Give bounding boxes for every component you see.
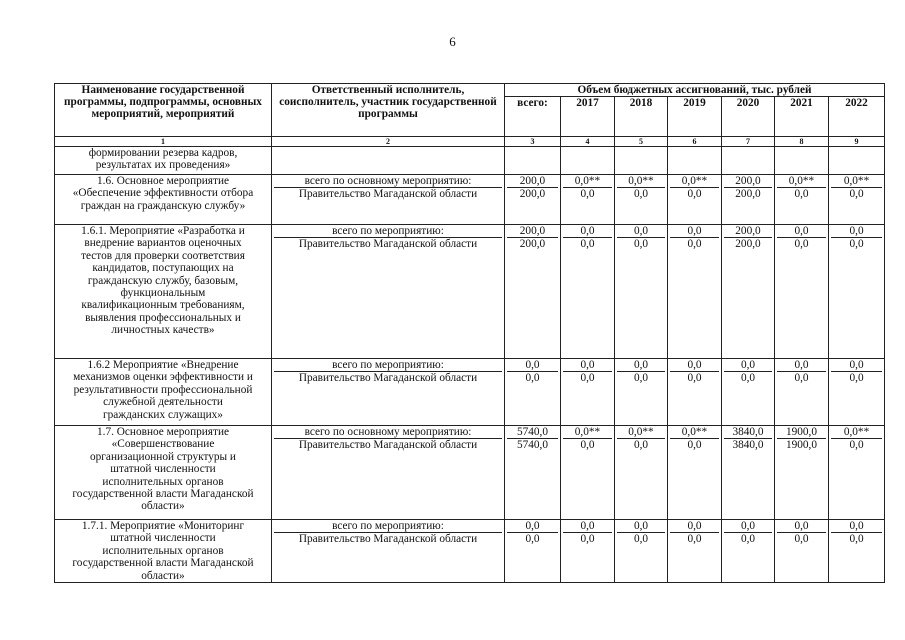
- value-executor: 0,0: [633, 188, 649, 201]
- column-numbers-row: [55, 137, 885, 147]
- header-year-0: всего:: [505, 97, 561, 137]
- value-cell-1: [561, 426, 615, 520]
- row-name-line: «Совершенствование: [111, 438, 215, 451]
- row-name-line: тестов для проверки соответствия: [81, 249, 245, 262]
- row-name-line: организационной структуры и: [90, 450, 236, 463]
- value-cell-0: [505, 520, 561, 583]
- value-total: 0,0**: [777, 175, 826, 188]
- page-number: 6: [449, 34, 456, 49]
- value-cell-0: [505, 359, 561, 426]
- value-executor: 0,0: [740, 372, 756, 385]
- value-total: 0,0**: [670, 175, 719, 188]
- row-name-line: внедрение вариантов оценочных: [84, 237, 242, 250]
- table-row: [55, 147, 885, 175]
- value-total: 0,0**: [563, 175, 612, 188]
- value-cell-3: [668, 147, 722, 175]
- header-year-3: 2019: [668, 97, 722, 137]
- value-cell-5: [775, 225, 829, 359]
- value-cell-1: [561, 147, 615, 175]
- row-name-line: личностных качеств»: [111, 324, 215, 337]
- value-cell-4: [722, 225, 775, 359]
- value-cell-1: [561, 175, 615, 225]
- value-executor: 200,0: [735, 188, 761, 201]
- row-name-line: функциональным: [120, 287, 206, 300]
- value-executor: 0,0: [525, 372, 540, 385]
- executor-total-label: всего по мероприятию:: [274, 225, 502, 238]
- column-number-1: 1: [55, 137, 272, 147]
- row-name-line: выявления профессиональных и: [85, 311, 241, 324]
- row-executor: [272, 359, 505, 426]
- value-cell-3: [668, 225, 722, 359]
- value-cell-4: [722, 359, 775, 426]
- value-cell-5: [775, 359, 829, 426]
- value-total: 0,0: [777, 359, 826, 372]
- value-total: 0,0**: [563, 426, 612, 439]
- value-cell-6: [829, 147, 885, 175]
- value-executor: 1900,0: [785, 439, 818, 452]
- value-executor: 0,0: [633, 372, 649, 385]
- row-name-line: штатной численности: [110, 463, 216, 476]
- value-cell-4: [722, 147, 775, 175]
- column-number-3: 3: [505, 137, 561, 147]
- value-cell-2: [615, 147, 668, 175]
- table-row: [55, 225, 885, 359]
- value-total: 0,0: [507, 520, 558, 533]
- row-name-line: формировании резерва кадров,: [88, 147, 238, 159]
- value-executor: 0,0: [580, 238, 595, 251]
- value-total: 3840,0: [724, 426, 772, 439]
- value-executor: 200,0: [519, 188, 546, 201]
- value-total: 0,0: [617, 520, 665, 533]
- value-executor: 0,0: [794, 188, 809, 201]
- row-executor: [272, 147, 505, 175]
- value-cell-0: [505, 175, 561, 225]
- row-name-line: граждан на гражданскую службу»: [80, 199, 246, 212]
- value-cell-5: [775, 520, 829, 583]
- header-year-4: 2020: [722, 97, 775, 137]
- row-name-line: 1.7.1. Мероприятие «Мониторинг: [81, 520, 245, 532]
- row-name-line: результатах их проведения»: [95, 159, 231, 172]
- value-cell-0: [505, 147, 561, 175]
- row-name-line: механизмов оценки эффективности и: [73, 371, 253, 384]
- value-cell-6: [829, 225, 885, 359]
- column-number-6: 6: [668, 137, 722, 147]
- value-total: 0,0: [831, 520, 882, 533]
- row-name-line: области»: [141, 500, 185, 513]
- row-executor: [272, 225, 505, 359]
- value-executor: 0,0: [580, 439, 595, 452]
- value-total: 0,0: [724, 520, 772, 533]
- row-name: [55, 175, 272, 225]
- value-cell-1: [561, 225, 615, 359]
- value-total: 5740,0: [507, 426, 558, 439]
- value-cell-6: [829, 520, 885, 583]
- header-budget: Объем бюджетных ассигнований, тыс. рублей: [505, 84, 885, 97]
- value-executor: 0,0: [687, 372, 702, 385]
- row-executor: [272, 175, 505, 225]
- row-name: [55, 520, 272, 583]
- value-total: 0,0**: [831, 175, 882, 188]
- row-name-line: результативности профессиональной: [73, 383, 253, 396]
- value-executor: 0,0: [849, 372, 864, 385]
- value-total: 0,0: [831, 359, 882, 372]
- value-total: 0,0**: [617, 426, 665, 439]
- row-name: [55, 225, 272, 359]
- value-executor: 0,0: [633, 533, 649, 546]
- value-cell-6: [829, 426, 885, 520]
- value-cell-0: [505, 225, 561, 359]
- executor-name: Правительство Магаданской области: [298, 188, 478, 201]
- row-name-line: 1.6. Основное мероприятие: [96, 175, 230, 187]
- column-number-7: 7: [722, 137, 775, 147]
- value-executor: 0,0: [687, 238, 702, 251]
- value-cell-4: [722, 175, 775, 225]
- value-total: 0,0: [563, 520, 612, 533]
- table-row: [55, 520, 885, 583]
- value-total: 0,0**: [831, 426, 882, 439]
- header-executor: Ответственный исполнитель, соисполнитель, участник государственной программы: [272, 84, 505, 137]
- value-total: 0,0: [617, 359, 665, 372]
- header-year-1: 2017: [561, 97, 615, 137]
- column-number-2: 2: [272, 137, 505, 147]
- column-number-5: 5: [615, 137, 668, 147]
- executor-total-label: всего по мероприятию:: [274, 359, 502, 372]
- value-cell-5: [775, 175, 829, 225]
- row-name-line: штатной численности: [110, 532, 216, 545]
- row-name-line: исполнительных органов: [102, 475, 224, 488]
- column-number-8: 8: [775, 137, 829, 147]
- value-total: 0,0: [617, 225, 665, 238]
- table-row: [55, 359, 885, 426]
- value-cell-6: [829, 175, 885, 225]
- value-executor: 0,0: [794, 238, 809, 251]
- row-name: [55, 359, 272, 426]
- executor-total-label: всего по мероприятию:: [274, 520, 502, 533]
- value-executor: 0,0: [687, 188, 702, 201]
- executor-total-label: всего по основному мероприятию:: [274, 426, 502, 439]
- value-executor: 0,0: [794, 372, 809, 385]
- value-executor: 0,0: [580, 533, 595, 546]
- value-cell-2: [615, 225, 668, 359]
- executor-total-label: всего по основному мероприятию:: [274, 175, 502, 188]
- value-total: 200,0: [724, 225, 772, 238]
- value-total: 200,0: [724, 175, 772, 188]
- value-executor: 200,0: [519, 238, 546, 251]
- value-executor: 0,0: [687, 533, 702, 546]
- value-cell-4: [722, 426, 775, 520]
- value-executor: 3840,0: [732, 439, 764, 452]
- header-year-5: 2021: [775, 97, 829, 137]
- value-cell-5: [775, 426, 829, 520]
- value-total: 0,0: [563, 359, 612, 372]
- value-executor: 0,0: [849, 188, 864, 201]
- table-row: [55, 426, 885, 520]
- value-total: 0,0: [777, 520, 826, 533]
- row-name-line: квалификационным требованиям,: [81, 299, 245, 312]
- value-cell-2: [615, 359, 668, 426]
- value-executor: 0,0: [849, 439, 864, 452]
- value-executor: 200,0: [735, 238, 761, 251]
- row-name-line: 1.6.1. Мероприятие «Разработка и: [81, 225, 245, 237]
- column-number-9: 9: [829, 137, 885, 147]
- row-name: [55, 426, 272, 520]
- value-total: 200,0: [507, 225, 558, 238]
- value-total: 0,0: [670, 359, 719, 372]
- value-executor: 0,0: [740, 533, 756, 546]
- row-executor: [272, 520, 505, 583]
- table-row: [55, 175, 885, 225]
- value-cell-3: [668, 520, 722, 583]
- value-cell-4: [722, 520, 775, 583]
- value-cell-6: [829, 359, 885, 426]
- row-name-line: исполнительных органов: [102, 544, 224, 557]
- value-total: 1900,0: [777, 426, 826, 439]
- row-name-line: 1.7. Основное мероприятие: [96, 426, 230, 438]
- row-name-line: области»: [141, 569, 185, 582]
- value-cell-1: [561, 359, 615, 426]
- row-name-line: государственной власти Магаданской: [72, 488, 254, 501]
- value-executor: 0,0: [794, 533, 809, 546]
- value-executor: 0,0: [525, 533, 540, 546]
- value-total: 0,0: [724, 359, 772, 372]
- header-name: Наименование государственной программы, подпрограммы, основных мероприятий, мероприятий: [55, 84, 272, 137]
- value-executor: 0,0: [849, 238, 864, 251]
- value-total: 200,0: [507, 175, 558, 188]
- value-total: 0,0: [831, 225, 882, 238]
- value-total: 0,0: [563, 225, 612, 238]
- value-executor: 0,0: [580, 372, 595, 385]
- row-name-line: служебной деятельности: [103, 396, 223, 409]
- table-body: [55, 147, 885, 583]
- row-name-line: гражданских служащих»: [103, 408, 223, 421]
- value-cell-5: [775, 147, 829, 175]
- row-name-line: гражданскую службу, базовым,: [87, 274, 239, 287]
- row-name-line: кандидатов, поступающих на: [92, 262, 234, 275]
- value-executor: 0,0: [633, 439, 649, 452]
- value-executor: 0,0: [580, 188, 595, 201]
- row-name-line: 1.6.2 Мероприятие «Внедрение: [87, 359, 239, 371]
- value-cell-2: [615, 175, 668, 225]
- value-executor: 0,0: [633, 238, 649, 251]
- row-name-line: «Обеспечение эффективности отбора: [72, 187, 254, 200]
- value-cell-2: [615, 426, 668, 520]
- row-name-line: государственной власти Магаданской: [72, 557, 254, 570]
- row-name: [55, 147, 272, 175]
- value-cell-3: [668, 175, 722, 225]
- column-number-4: 4: [561, 137, 615, 147]
- value-executor: 0,0: [849, 533, 864, 546]
- value-cell-0: [505, 426, 561, 520]
- row-executor: [272, 426, 505, 520]
- executor-name: Правительство Магаданской области: [298, 238, 478, 251]
- value-total: 0,0: [777, 225, 826, 238]
- header-row: [55, 84, 885, 97]
- value-total: 0,0**: [670, 426, 719, 439]
- header-year-2: 2018: [615, 97, 668, 137]
- budget-table: [54, 83, 885, 583]
- value-total: 0,0: [507, 359, 558, 372]
- value-cell-2: [615, 520, 668, 583]
- executor-name: Правительство Магаданской области: [298, 372, 478, 385]
- value-executor: 5740,0: [516, 439, 549, 452]
- value-total: 0,0: [670, 225, 719, 238]
- value-cell-3: [668, 359, 722, 426]
- value-cell-1: [561, 520, 615, 583]
- value-cell-3: [668, 426, 722, 520]
- value-total: 0,0: [670, 520, 719, 533]
- executor-name: Правительство Магаданской области: [298, 439, 478, 452]
- executor-name: Правительство Магаданской области: [298, 533, 478, 546]
- value-executor: 0,0: [687, 439, 702, 452]
- value-total: 0,0**: [617, 175, 665, 188]
- header-year-6: 2022: [829, 97, 885, 137]
